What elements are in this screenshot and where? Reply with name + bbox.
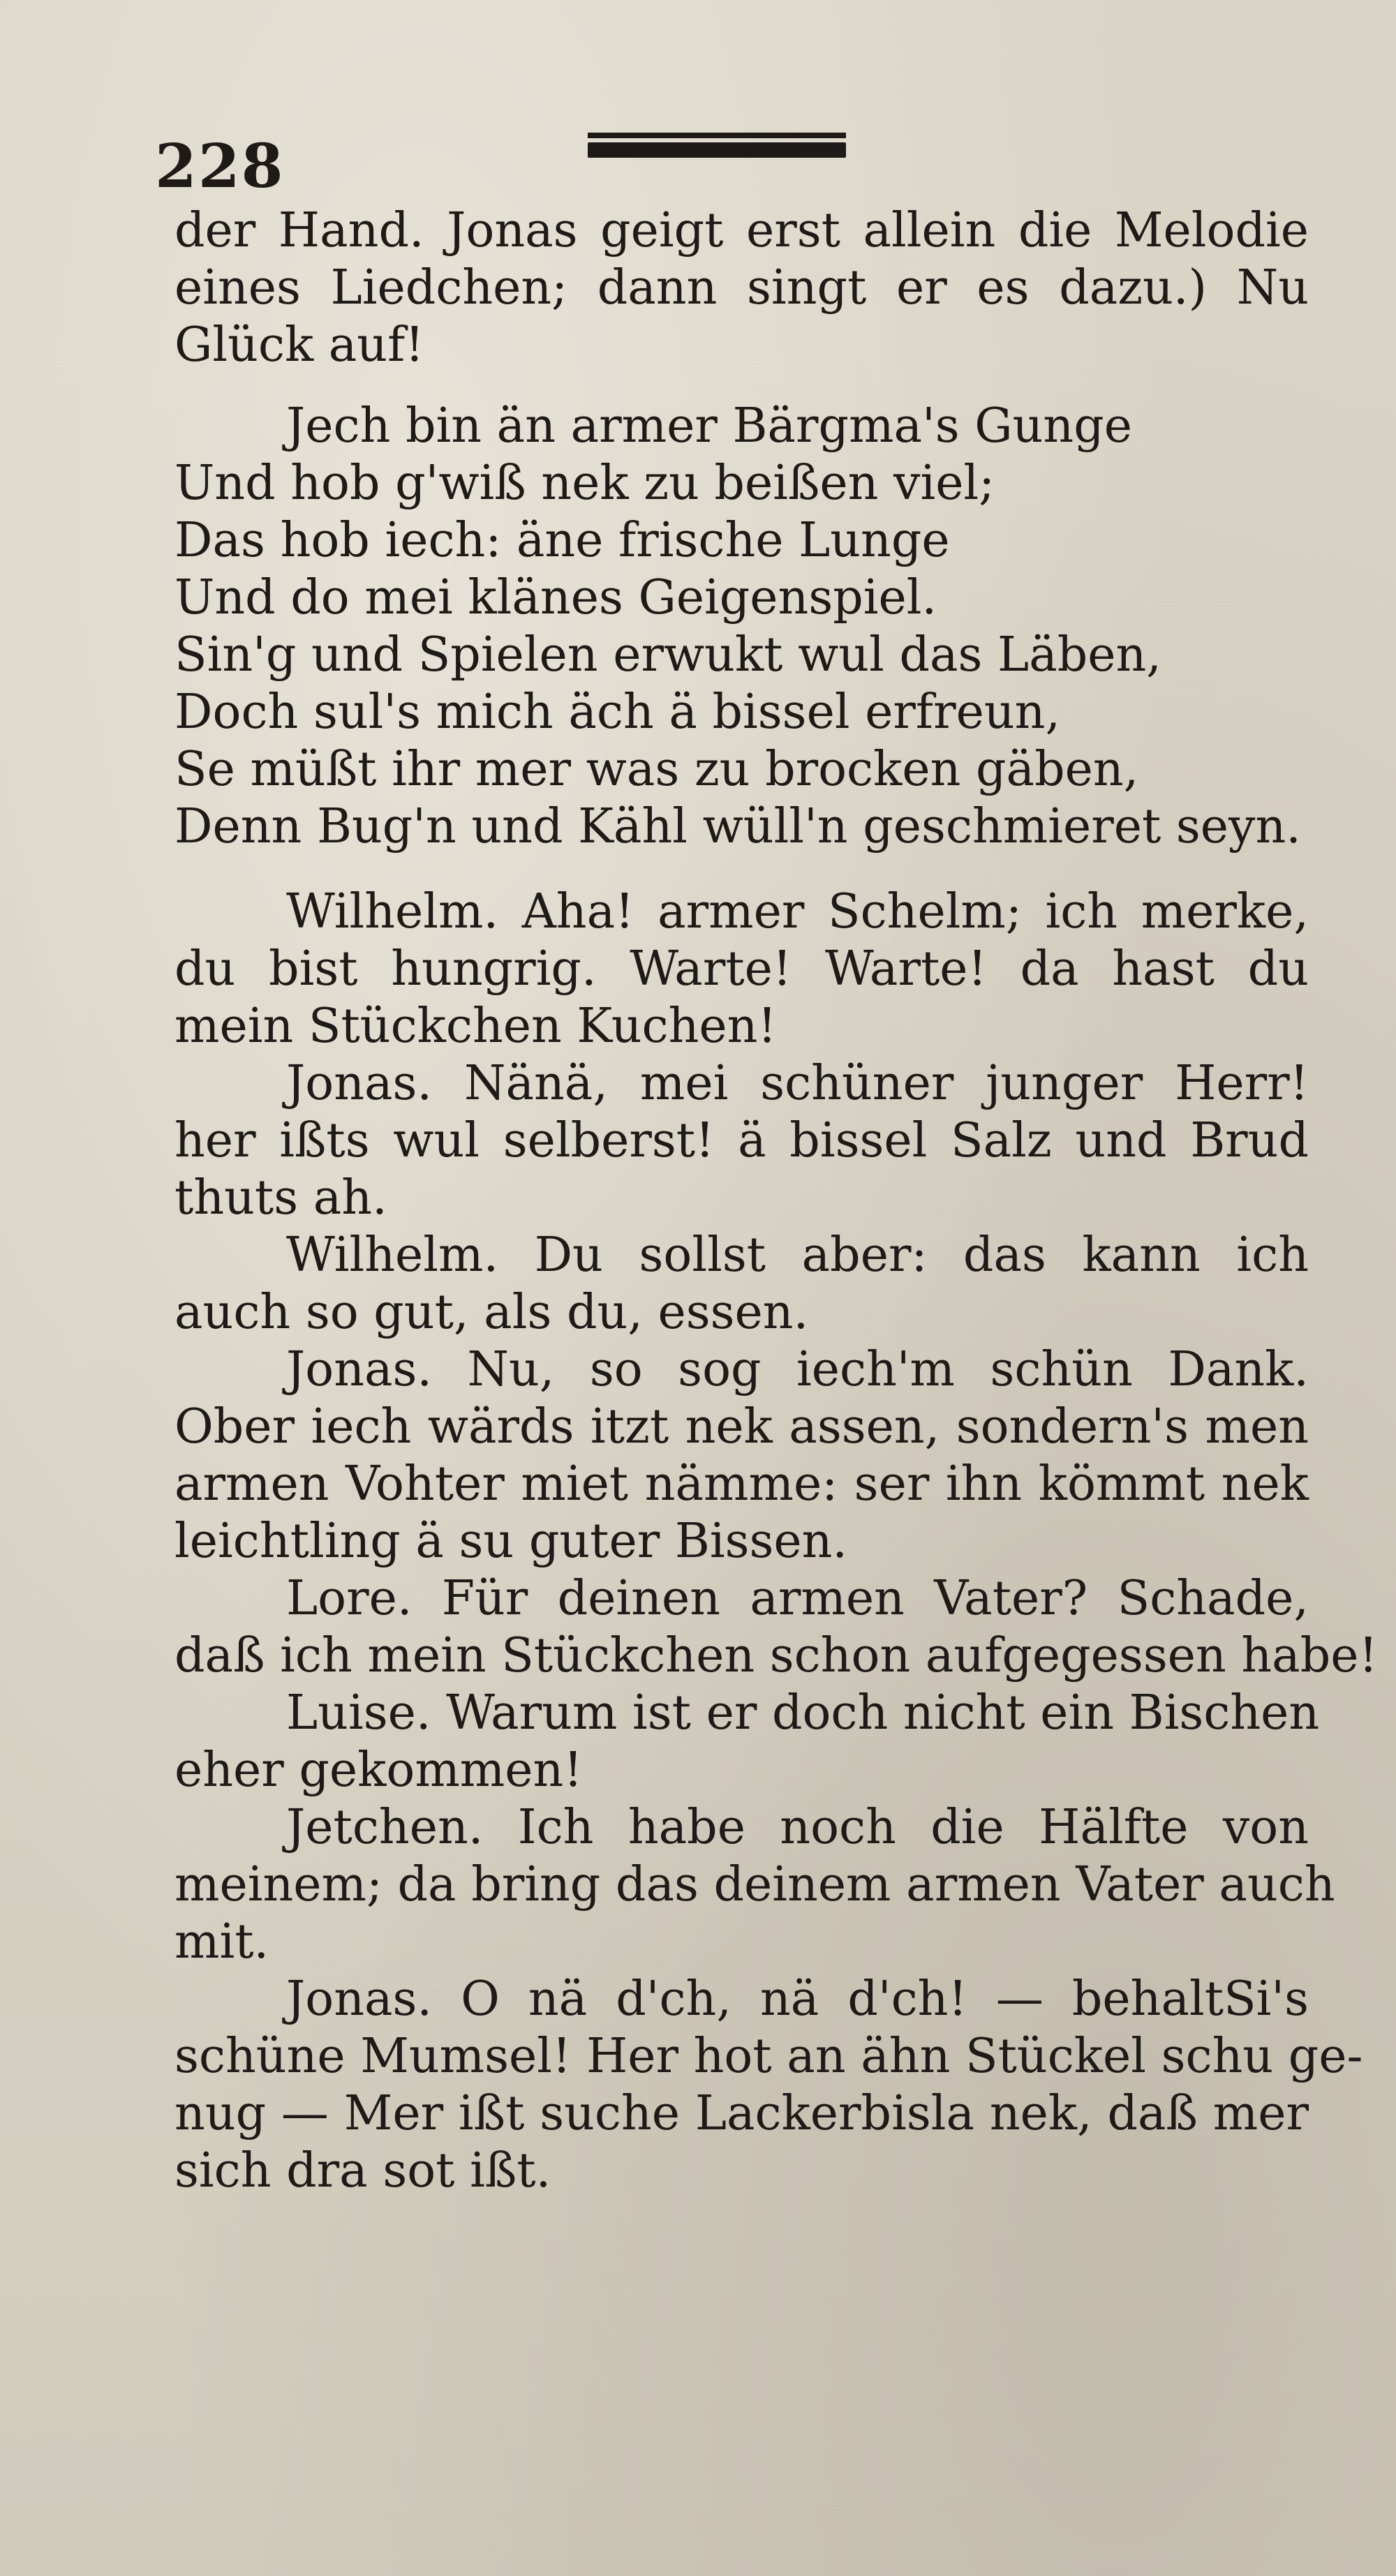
text-line: Denn Bug'n und Kähl wüll'n geschmieret seyn. xyxy=(174,799,1301,854)
text-line: Ober iech wärds itzt nek assen, sondern's men xyxy=(174,1399,1309,1454)
text-line: Sin'g und Spielen erwukt wul das Läben, xyxy=(174,627,1161,683)
header-rule xyxy=(588,127,846,163)
page-number: 228 xyxy=(155,131,285,202)
text-line: leichtling ä su guter Bissen. xyxy=(174,1514,848,1569)
text-line: thuts ah. xyxy=(174,1170,387,1226)
text-line: nug — Mer ißt suche Lackerbisla nek, daß mer xyxy=(174,2086,1309,2141)
text-line: Und do mei klänes Geigenspiel. xyxy=(174,570,937,625)
text-line: auch so gut, als du, essen. xyxy=(174,1285,809,1340)
text-line: Jonas. O nä d'ch, nä d'ch! — behaltSi's xyxy=(286,1972,1309,2027)
text-line: Luise. Warum ist er doch nicht ein Bischen xyxy=(286,1685,1320,1741)
text-line: du bist hungrig. Warte! Warte! da hast du xyxy=(174,941,1309,997)
text-line: Und hob g'wiß nek zu beißen viel; xyxy=(174,456,995,511)
text-line: eines Liedchen; dann singt er es dazu.) Nu xyxy=(174,260,1309,315)
text-line: meinem; da bring das deinem armen Vater auch xyxy=(174,1857,1335,1912)
text-line: eher gekommen! xyxy=(174,1743,583,1798)
text-line: schüne Mumsel! Her hot an ähn Stückel schu ge- xyxy=(174,2029,1363,2084)
text-line: daß ich mein Stückchen schon aufgegessen habe! xyxy=(174,1628,1378,1683)
text-line: Wilhelm. Aha! armer Schelm; ich merke, xyxy=(286,884,1309,939)
text-line: armen Vohter miet nämme: ser ihn kömmt nek xyxy=(174,1457,1309,1512)
text-line: Doch sul's mich äch ä bissel erfreun, xyxy=(174,685,1061,740)
text-line: her ißts wul selberst! ä bissel Salz und Brud xyxy=(174,1113,1309,1168)
line-gap xyxy=(174,856,1309,884)
text-line: mein Stückchen Kuchen! xyxy=(174,999,777,1054)
text-line: der Hand. Jonas geigt erst allein die Melodie xyxy=(174,203,1309,258)
line-gap xyxy=(174,374,1309,398)
text-line: mit. xyxy=(174,1914,269,1970)
text-line: Jetchen. Ich habe noch die Hälfte von xyxy=(286,1800,1309,1855)
text-line: Das hob iech: äne frische Lunge xyxy=(174,513,950,568)
text-line: Jonas. Nu, so sog iech'm schün Dank. xyxy=(286,1342,1309,1397)
text-line: Wilhelm. Du sollst aber: das kann ich xyxy=(286,1228,1309,1283)
text-line: Glück auf! xyxy=(174,318,424,373)
text-line: Lore. Für deinen armen Vater? Schade, xyxy=(286,1571,1309,1626)
text-line: Jonas. Nänä, mei schüner junger Herr! xyxy=(286,1056,1309,1111)
text-line: Jech bin än armer Bärgma's Gunge xyxy=(286,399,1132,454)
header-rule-thick xyxy=(588,142,846,158)
text-line: Se müßt ihr mer was zu brocken gäben, xyxy=(174,742,1139,797)
body-text xyxy=(174,202,1378,2200)
text-line: sich dra sot ißt. xyxy=(174,2143,551,2198)
header-rule-thin xyxy=(588,133,846,138)
